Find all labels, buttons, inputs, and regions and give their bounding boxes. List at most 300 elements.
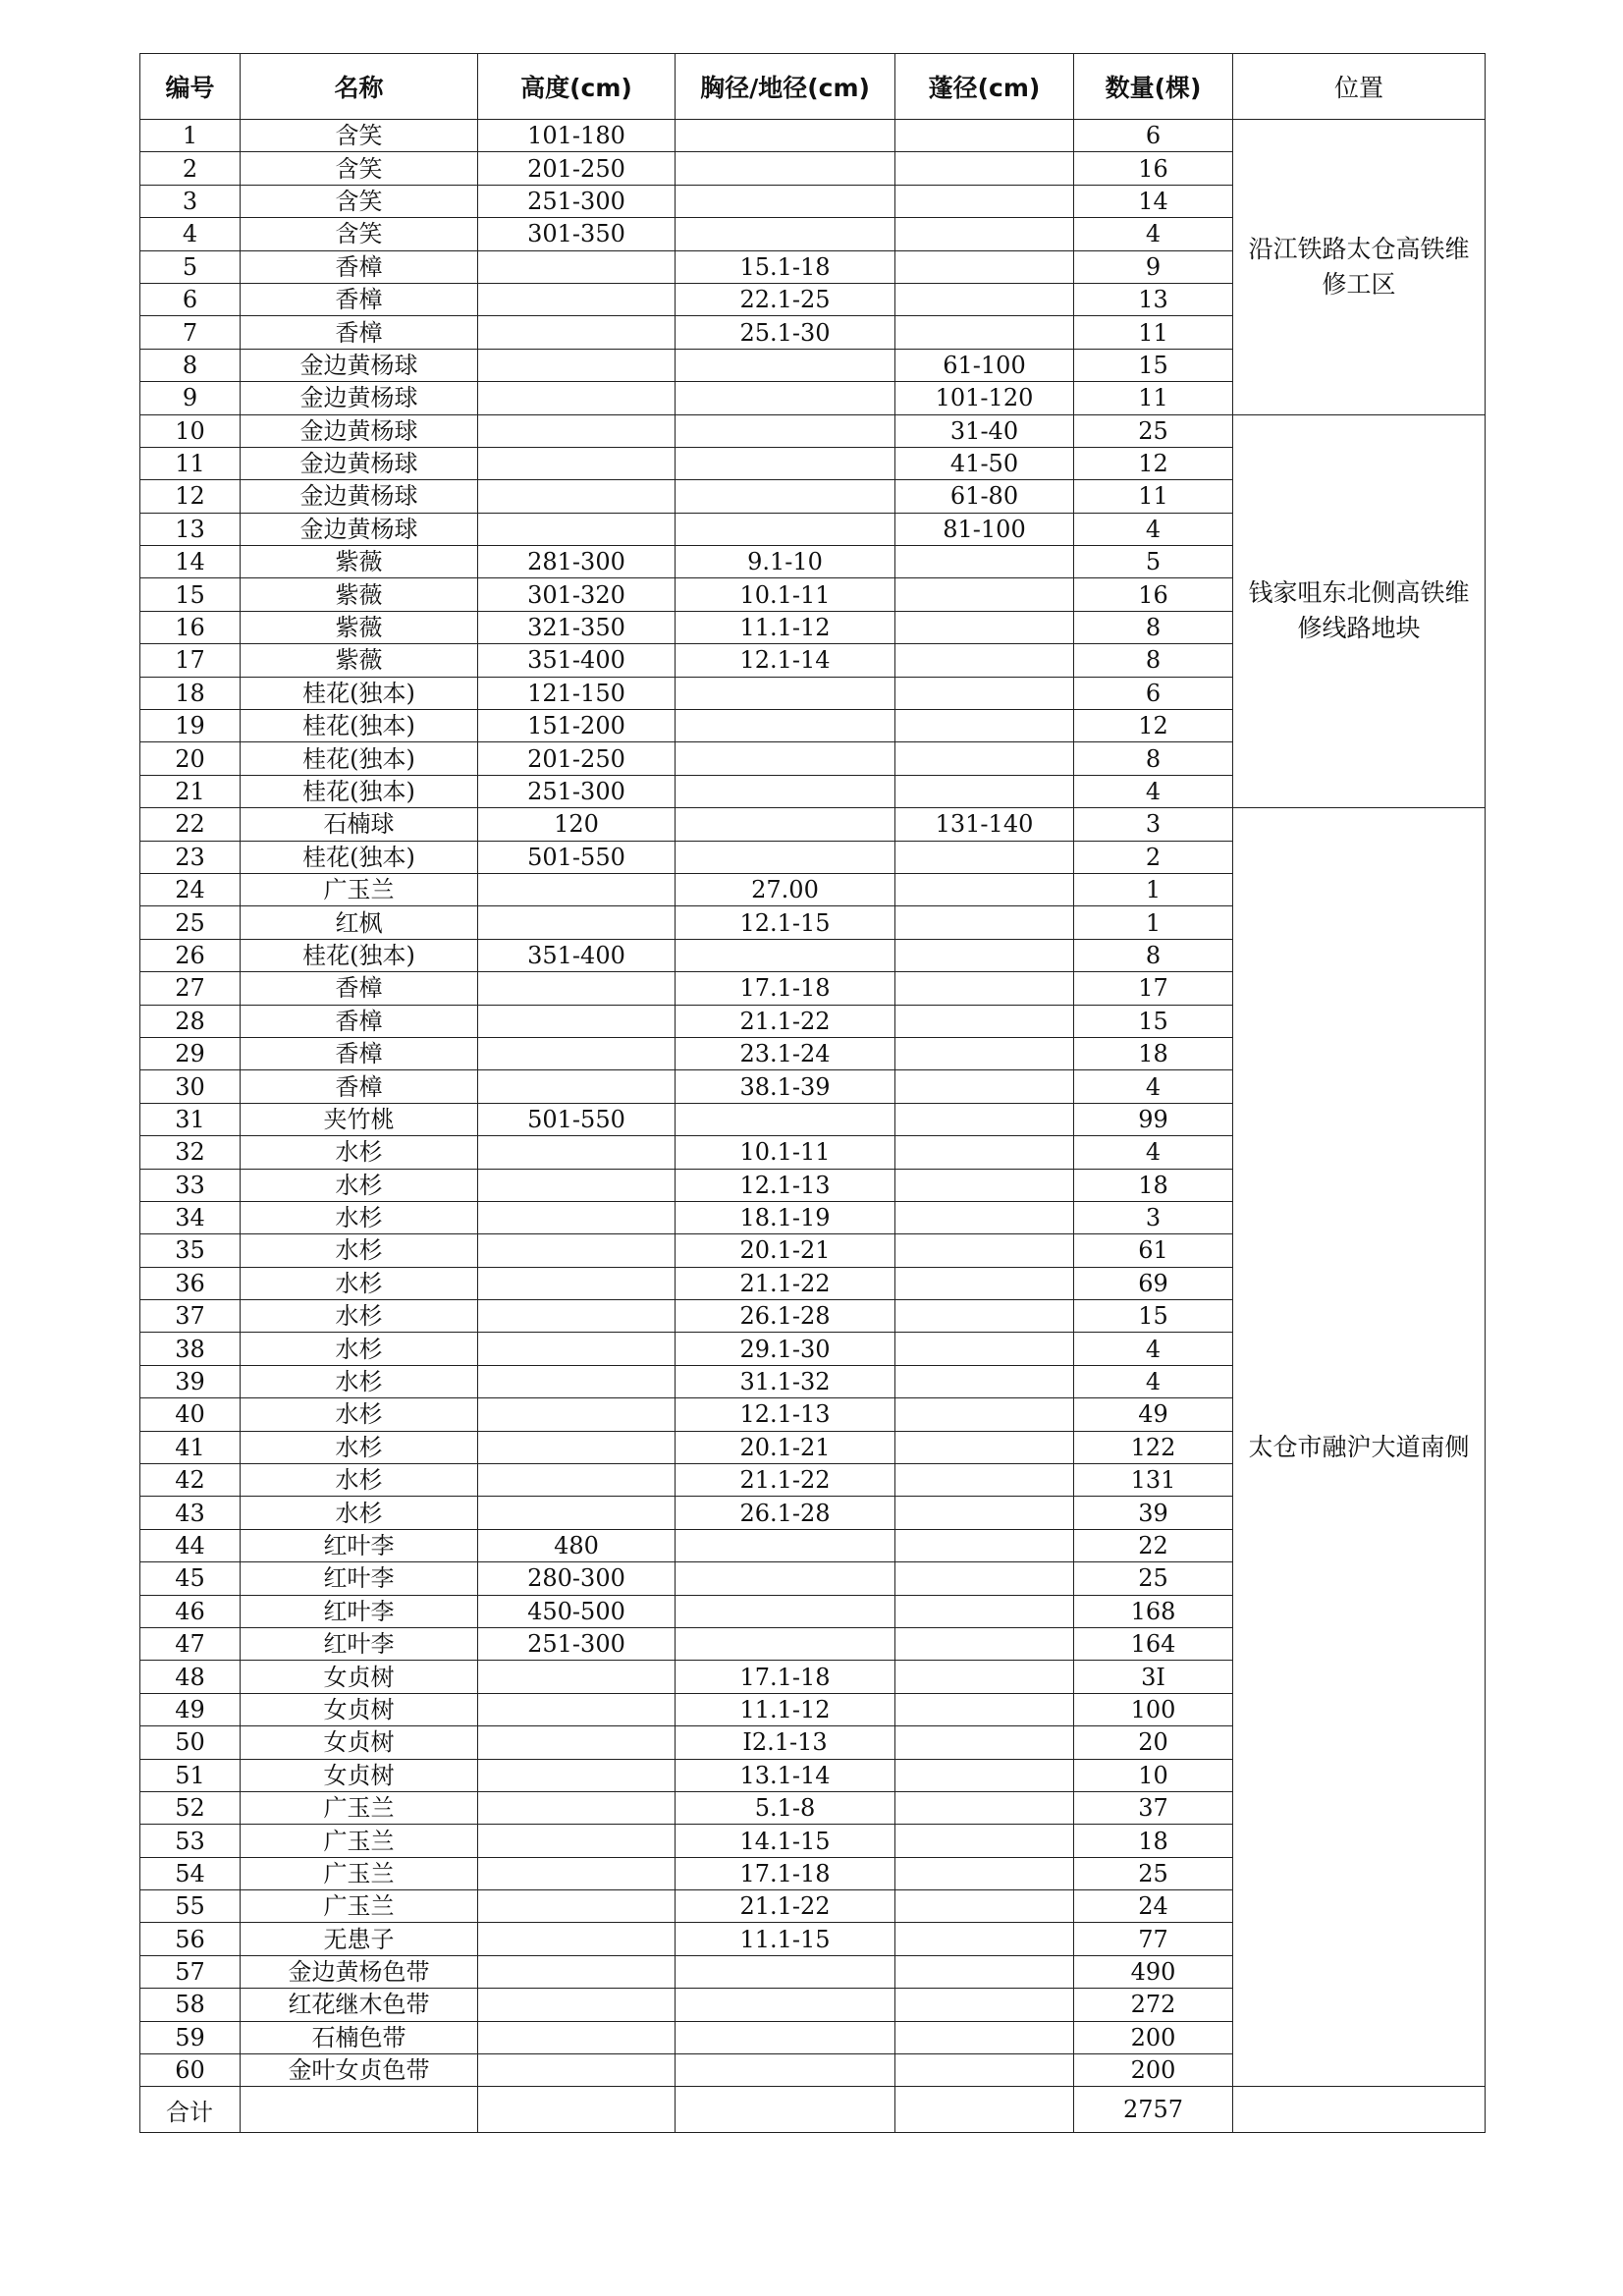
header-row [140, 54, 1486, 120]
tree-name: 香樟 [241, 1070, 478, 1103]
crown-cell [895, 1661, 1074, 1693]
tree-name: 夹竹桃 [241, 1103, 478, 1135]
row-number: 9 [140, 382, 241, 414]
diameter-cell [676, 1562, 895, 1595]
height-cell [478, 1857, 676, 1889]
diameter-cell: 21.1-22 [676, 1267, 895, 1299]
quantity-cell: 10 [1074, 1759, 1233, 1791]
height-cell [478, 1693, 676, 1725]
crown-cell [895, 120, 1074, 152]
height-cell: 251-300 [478, 775, 676, 807]
tree-name: 水杉 [241, 1464, 478, 1497]
diameter-cell: 18.1-19 [676, 1201, 895, 1233]
height-cell [478, 382, 676, 414]
diameter-cell: 31.1-32 [676, 1365, 895, 1397]
diameter-cell [676, 152, 895, 185]
height-cell [478, 1661, 676, 1693]
quantity-cell: 49 [1074, 1398, 1233, 1431]
row-number: 35 [140, 1234, 241, 1267]
quantity-cell: 4 [1074, 1070, 1233, 1103]
quantity-cell: 3I [1074, 1661, 1233, 1693]
height-cell: 101-180 [478, 120, 676, 152]
tree-name: 水杉 [241, 1136, 478, 1169]
diameter-cell: 26.1-28 [676, 1497, 895, 1529]
row-number: 2 [140, 152, 241, 185]
crown-cell [895, 1529, 1074, 1561]
tree-name: 金边黄杨球 [241, 349, 478, 381]
crown-cell [895, 1169, 1074, 1201]
row-number: 51 [140, 1759, 241, 1791]
quantity-cell: 6 [1074, 677, 1233, 709]
row-number: 26 [140, 939, 241, 971]
row-number: 53 [140, 1825, 241, 1857]
crown-cell [895, 185, 1074, 217]
row-number: 60 [140, 2054, 241, 2087]
height-cell [478, 906, 676, 939]
height-cell [478, 1365, 676, 1397]
diameter-cell: I2.1-13 [676, 1726, 895, 1759]
row-number: 37 [140, 1300, 241, 1333]
diameter-cell: 10.1-11 [676, 578, 895, 611]
quantity-cell: 122 [1074, 1431, 1233, 1463]
tree-name: 水杉 [241, 1300, 478, 1333]
height-cell [478, 1333, 676, 1365]
crown-cell [895, 644, 1074, 677]
row-number: 6 [140, 283, 241, 315]
crown-cell [895, 1497, 1074, 1529]
diameter-cell: 38.1-39 [676, 1070, 895, 1103]
quantity-cell: 11 [1074, 480, 1233, 513]
quantity-cell: 15 [1074, 1005, 1233, 1037]
tree-name: 金边黄杨色带 [241, 1955, 478, 1988]
quantity-cell: 17 [1074, 972, 1233, 1005]
diameter-cell: 10.1-11 [676, 1136, 895, 1169]
height-cell: 480 [478, 1529, 676, 1561]
quantity-cell: 3 [1074, 808, 1233, 841]
height-cell [478, 414, 676, 447]
row-number: 25 [140, 906, 241, 939]
diameter-cell [676, 1627, 895, 1660]
tree-name: 水杉 [241, 1431, 478, 1463]
diameter-cell: 11.1-12 [676, 1693, 895, 1725]
quantity-cell: 61 [1074, 1234, 1233, 1267]
crown-cell [895, 1070, 1074, 1103]
tree-name: 水杉 [241, 1333, 478, 1365]
row-number: 16 [140, 611, 241, 643]
crown-cell [895, 775, 1074, 807]
crown-cell [895, 1234, 1074, 1267]
crown-cell [895, 250, 1074, 283]
quantity-cell: 4 [1074, 218, 1233, 250]
quantity-cell: 18 [1074, 1169, 1233, 1201]
height-cell [478, 2021, 676, 2053]
crown-cell [895, 1464, 1074, 1497]
total-empty-location [1233, 2087, 1486, 2133]
tree-name: 桂花(独本) [241, 677, 478, 709]
header-diameter: 胸径/地径(cm) [676, 54, 895, 120]
row-number: 33 [140, 1169, 241, 1201]
tree-name: 桂花(独本) [241, 939, 478, 971]
row-number: 38 [140, 1333, 241, 1365]
crown-cell [895, 1791, 1074, 1824]
crown-cell [895, 2054, 1074, 2087]
tree-name: 广玉兰 [241, 1890, 478, 1923]
crown-cell [895, 316, 1074, 349]
row-number: 12 [140, 480, 241, 513]
row-number: 36 [140, 1267, 241, 1299]
table-row [140, 120, 1486, 152]
crown-cell [895, 1890, 1074, 1923]
quantity-cell: 39 [1074, 1497, 1233, 1529]
diameter-cell: 14.1-15 [676, 1825, 895, 1857]
tree-name: 女贞树 [241, 1759, 478, 1791]
diameter-cell [676, 1103, 895, 1135]
row-number: 30 [140, 1070, 241, 1103]
quantity-cell: 100 [1074, 1693, 1233, 1725]
crown-cell [895, 1627, 1074, 1660]
tree-name: 石楠球 [241, 808, 478, 841]
row-number: 22 [140, 808, 241, 841]
tree-name: 金叶女贞色带 [241, 2054, 478, 2087]
diameter-cell [676, 1989, 895, 2021]
diameter-cell [676, 939, 895, 971]
tree-name: 桂花(独本) [241, 710, 478, 742]
quantity-cell: 18 [1074, 1825, 1233, 1857]
height-cell [478, 1989, 676, 2021]
row-number: 57 [140, 1955, 241, 1988]
tree-name: 紫薇 [241, 578, 478, 611]
crown-cell [895, 1267, 1074, 1299]
row-number: 43 [140, 1497, 241, 1529]
diameter-cell: 15.1-18 [676, 250, 895, 283]
crown-cell [895, 972, 1074, 1005]
quantity-cell: 4 [1074, 1365, 1233, 1397]
crown-cell [895, 677, 1074, 709]
diameter-cell [676, 1595, 895, 1627]
tree-name: 水杉 [241, 1201, 478, 1233]
row-number: 41 [140, 1431, 241, 1463]
quantity-cell: 490 [1074, 1955, 1233, 1988]
quantity-cell: 15 [1074, 1300, 1233, 1333]
tree-name: 桂花(独本) [241, 775, 478, 807]
tree-name: 香樟 [241, 283, 478, 315]
height-cell: 201-250 [478, 742, 676, 775]
tree-name: 水杉 [241, 1169, 478, 1201]
height-cell [478, 349, 676, 381]
row-number: 48 [140, 1661, 241, 1693]
height-cell: 450-500 [478, 1595, 676, 1627]
tree-name: 广玉兰 [241, 1825, 478, 1857]
crown-cell [895, 1989, 1074, 2021]
tree-name: 含笑 [241, 152, 478, 185]
tree-name: 水杉 [241, 1398, 478, 1431]
quantity-cell: 5 [1074, 546, 1233, 578]
tree-name: 石楠色带 [241, 2021, 478, 2053]
height-cell: 151-200 [478, 710, 676, 742]
diameter-cell [676, 1955, 895, 1988]
diameter-cell [676, 349, 895, 381]
diameter-cell [676, 414, 895, 447]
tree-name: 紫薇 [241, 611, 478, 643]
location-cell: 太仓市融沪大道南侧 [1233, 808, 1486, 2087]
height-cell: 351-400 [478, 939, 676, 971]
quantity-cell: 1 [1074, 906, 1233, 939]
diameter-cell [676, 513, 895, 545]
quantity-cell: 1 [1074, 873, 1233, 905]
diameter-cell: 12.1-13 [676, 1398, 895, 1431]
diameter-cell: 11.1-12 [676, 611, 895, 643]
tree-name: 香樟 [241, 316, 478, 349]
diameter-cell [676, 1529, 895, 1561]
row-number: 34 [140, 1201, 241, 1233]
diameter-cell: 22.1-25 [676, 283, 895, 315]
crown-cell [895, 710, 1074, 742]
header-quantity: 数量(棵) [1074, 54, 1233, 120]
quantity-cell: 24 [1074, 1890, 1233, 1923]
height-cell [478, 480, 676, 513]
crown-cell [895, 1595, 1074, 1627]
tree-name: 红枫 [241, 906, 478, 939]
row-number: 31 [140, 1103, 241, 1135]
crown-cell: 61-80 [895, 480, 1074, 513]
header-height: 高度(cm) [478, 54, 676, 120]
tree-name: 女贞树 [241, 1661, 478, 1693]
diameter-cell: 13.1-14 [676, 1759, 895, 1791]
row-number: 7 [140, 316, 241, 349]
quantity-cell: 20 [1074, 1726, 1233, 1759]
diameter-cell: 9.1-10 [676, 546, 895, 578]
crown-cell [895, 546, 1074, 578]
crown-cell: 81-100 [895, 513, 1074, 545]
row-number: 39 [140, 1365, 241, 1397]
row-number: 58 [140, 1989, 241, 2021]
crown-cell [895, 611, 1074, 643]
quantity-cell: 25 [1074, 414, 1233, 447]
crown-cell [895, 1857, 1074, 1889]
diameter-cell: 5.1-8 [676, 1791, 895, 1824]
height-cell [478, 1497, 676, 1529]
crown-cell: 131-140 [895, 808, 1074, 841]
height-cell: 501-550 [478, 841, 676, 873]
diameter-cell [676, 677, 895, 709]
diameter-cell [676, 185, 895, 217]
height-cell [478, 1923, 676, 1955]
row-number: 5 [140, 250, 241, 283]
crown-cell [895, 1136, 1074, 1169]
diameter-cell: 17.1-18 [676, 972, 895, 1005]
crown-cell [895, 1201, 1074, 1233]
height-cell [478, 1825, 676, 1857]
row-number: 28 [140, 1005, 241, 1037]
row-number: 27 [140, 972, 241, 1005]
quantity-cell: 131 [1074, 1464, 1233, 1497]
diameter-cell [676, 480, 895, 513]
crown-cell [895, 1431, 1074, 1463]
crown-cell [895, 1825, 1074, 1857]
crown-cell [895, 1300, 1074, 1333]
quantity-cell: 15 [1074, 349, 1233, 381]
diameter-cell: 27.00 [676, 873, 895, 905]
height-cell [478, 1300, 676, 1333]
diameter-cell: 20.1-21 [676, 1431, 895, 1463]
height-cell [478, 250, 676, 283]
diameter-cell: 17.1-18 [676, 1661, 895, 1693]
row-number: 21 [140, 775, 241, 807]
row-number: 46 [140, 1595, 241, 1627]
row-number: 50 [140, 1726, 241, 1759]
location-cell: 沿江铁路太仓高铁维修工区 [1233, 120, 1486, 415]
row-number: 45 [140, 1562, 241, 1595]
tree-name: 红叶李 [241, 1595, 478, 1627]
table-row [140, 414, 1486, 447]
height-cell: 301-350 [478, 218, 676, 250]
crown-cell [895, 742, 1074, 775]
height-cell: 251-300 [478, 185, 676, 217]
quantity-cell: 200 [1074, 2054, 1233, 2087]
table-body [140, 120, 1486, 2087]
quantity-cell: 11 [1074, 316, 1233, 349]
height-cell [478, 1464, 676, 1497]
crown-cell [895, 578, 1074, 611]
height-cell [478, 2054, 676, 2087]
crown-cell [895, 1333, 1074, 1365]
quantity-cell: 12 [1074, 710, 1233, 742]
tree-name: 香樟 [241, 250, 478, 283]
row-number: 1 [140, 120, 241, 152]
quantity-cell: 25 [1074, 1562, 1233, 1595]
tree-name: 红叶李 [241, 1529, 478, 1561]
height-cell [478, 873, 676, 905]
diameter-cell: 17.1-18 [676, 1857, 895, 1889]
row-number: 49 [140, 1693, 241, 1725]
row-number: 29 [140, 1037, 241, 1069]
height-cell: 281-300 [478, 546, 676, 578]
crown-cell [895, 152, 1074, 185]
quantity-cell: 22 [1074, 1529, 1233, 1561]
diameter-cell: 21.1-22 [676, 1005, 895, 1037]
row-number: 3 [140, 185, 241, 217]
tree-name: 女贞树 [241, 1693, 478, 1725]
diameter-cell [676, 120, 895, 152]
row-number: 23 [140, 841, 241, 873]
row-number: 56 [140, 1923, 241, 1955]
diameter-cell: 21.1-22 [676, 1464, 895, 1497]
quantity-cell: 37 [1074, 1791, 1233, 1824]
tree-name: 香樟 [241, 972, 478, 1005]
crown-cell [895, 1103, 1074, 1135]
diameter-cell [676, 218, 895, 250]
diameter-cell: 12.1-14 [676, 644, 895, 677]
row-number: 8 [140, 349, 241, 381]
quantity-cell: 8 [1074, 939, 1233, 971]
quantity-cell: 4 [1074, 513, 1233, 545]
row-number: 54 [140, 1857, 241, 1889]
crown-cell: 101-120 [895, 382, 1074, 414]
total-quantity: 2757 [1074, 2087, 1233, 2133]
tree-name: 红叶李 [241, 1562, 478, 1595]
height-cell [478, 1726, 676, 1759]
height-cell [478, 1005, 676, 1037]
row-number: 11 [140, 447, 241, 479]
tree-name: 紫薇 [241, 546, 478, 578]
quantity-cell: 168 [1074, 1595, 1233, 1627]
crown-cell: 61-100 [895, 349, 1074, 381]
height-cell [478, 1890, 676, 1923]
height-cell: 351-400 [478, 644, 676, 677]
total-label: 合计 [140, 2087, 241, 2133]
height-cell: 121-150 [478, 677, 676, 709]
height-cell [478, 513, 676, 545]
crown-cell [895, 1923, 1074, 1955]
quantity-cell: 14 [1074, 185, 1233, 217]
diameter-cell [676, 710, 895, 742]
tree-name: 水杉 [241, 1497, 478, 1529]
height-cell: 120 [478, 808, 676, 841]
tree-name: 水杉 [241, 1365, 478, 1397]
height-cell [478, 1955, 676, 1988]
diameter-cell [676, 2021, 895, 2053]
quantity-cell: 272 [1074, 1989, 1233, 2021]
tree-name: 红叶李 [241, 1627, 478, 1660]
height-cell [478, 1169, 676, 1201]
height-cell [478, 316, 676, 349]
quantity-cell: 8 [1074, 644, 1233, 677]
quantity-cell: 8 [1074, 611, 1233, 643]
height-cell [478, 1398, 676, 1431]
row-number: 17 [140, 644, 241, 677]
height-cell [478, 1431, 676, 1463]
header-no: 编号 [140, 54, 241, 120]
row-number: 13 [140, 513, 241, 545]
tree-inventory-table [139, 53, 1486, 2133]
tree-name: 广玉兰 [241, 1857, 478, 1889]
crown-cell [895, 218, 1074, 250]
crown-cell [895, 1955, 1074, 1988]
quantity-cell: 8 [1074, 742, 1233, 775]
quantity-cell: 4 [1074, 775, 1233, 807]
height-cell [478, 1037, 676, 1069]
row-number: 42 [140, 1464, 241, 1497]
height-cell: 321-350 [478, 611, 676, 643]
diameter-cell: 25.1-30 [676, 316, 895, 349]
tree-name: 无患子 [241, 1923, 478, 1955]
tree-name: 金边黄杨球 [241, 447, 478, 479]
diameter-cell [676, 382, 895, 414]
height-cell [478, 1267, 676, 1299]
quantity-cell: 3 [1074, 1201, 1233, 1233]
height-cell [478, 1759, 676, 1791]
crown-cell [895, 906, 1074, 939]
quantity-cell: 18 [1074, 1037, 1233, 1069]
quantity-cell: 2 [1074, 841, 1233, 873]
diameter-cell: 12.1-13 [676, 1169, 895, 1201]
quantity-cell: 99 [1074, 1103, 1233, 1135]
diameter-cell: 11.1-15 [676, 1923, 895, 1955]
crown-cell [895, 841, 1074, 873]
crown-cell [895, 1726, 1074, 1759]
diameter-cell [676, 808, 895, 841]
crown-cell [895, 1759, 1074, 1791]
tree-name: 桂花(独本) [241, 841, 478, 873]
total-empty-height [478, 2087, 676, 2133]
crown-cell [895, 1693, 1074, 1725]
row-number: 14 [140, 546, 241, 578]
quantity-cell: 16 [1074, 152, 1233, 185]
height-cell [478, 972, 676, 1005]
diameter-cell [676, 447, 895, 479]
row-number: 4 [140, 218, 241, 250]
crown-cell [895, 1365, 1074, 1397]
